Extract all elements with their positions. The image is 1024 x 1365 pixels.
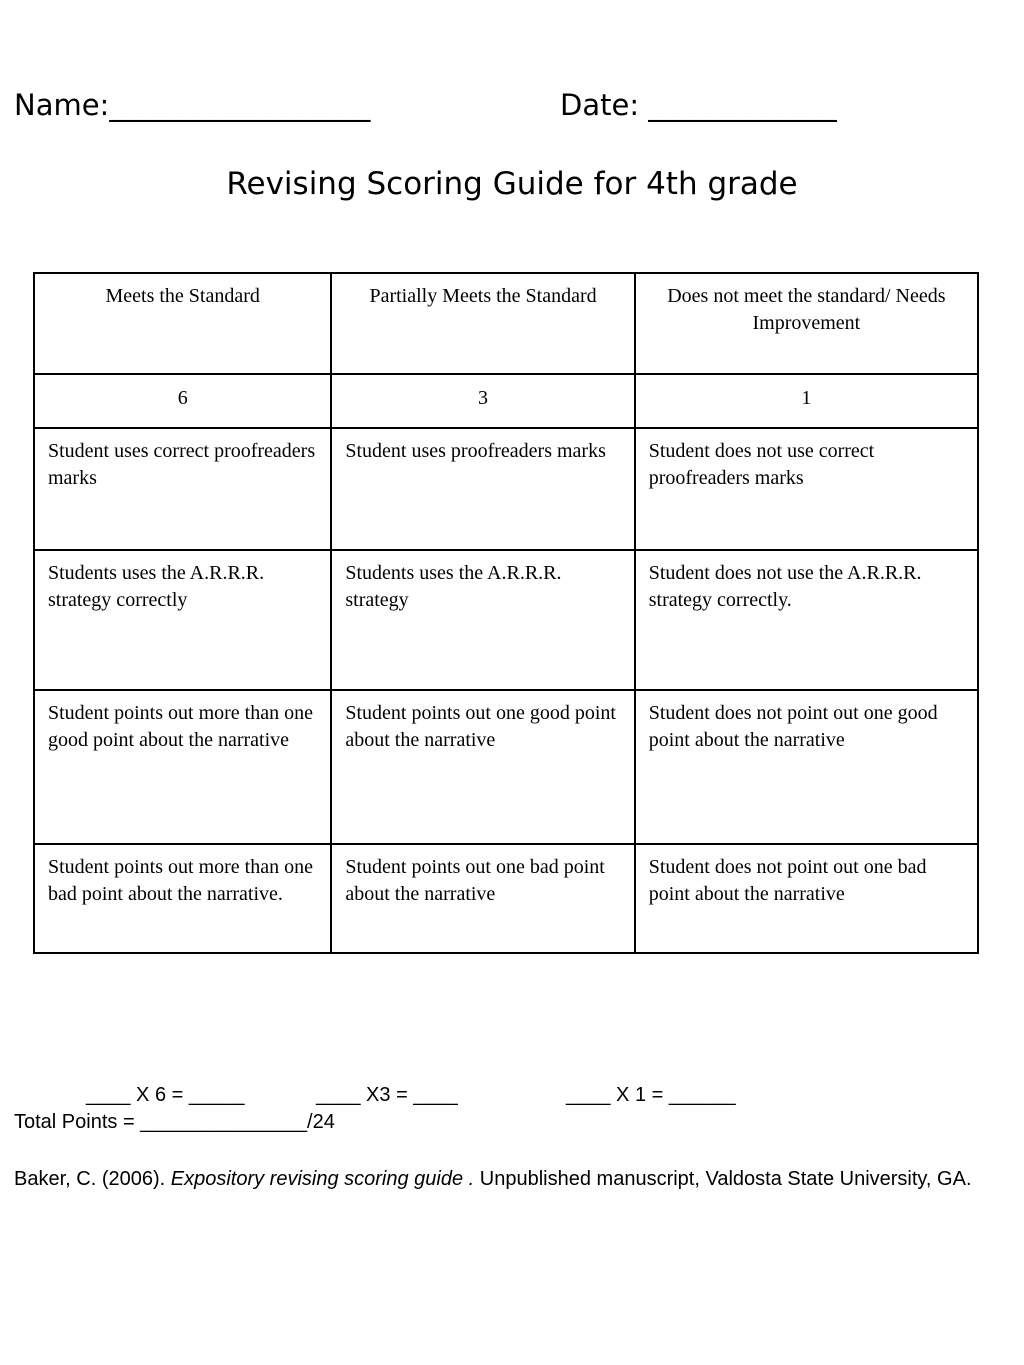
points-row — [34, 374, 978, 428]
citation-author: Baker, C. (2006). — [14, 1168, 171, 1190]
total-points[interactable]: Total Points = _______________/24 — [14, 1111, 335, 1133]
table-cell: Student does not use the A.R.R.R. strategy correctly. — [635, 550, 978, 690]
score-calc-6[interactable]: ____ X 6 = _____ — [86, 1084, 245, 1106]
table-cell: Student points out more than one bad point about the narrative. — [34, 844, 331, 953]
citation-details: Unpublished manuscript, Valdosta State University, GA. — [474, 1168, 972, 1190]
table-cell: Student does not use correct proofreaders marks — [635, 428, 978, 550]
table-cell: Student points out one bad point about the narrative — [331, 844, 634, 953]
table-row — [34, 550, 978, 690]
column-header: Partially Meets the Standard — [331, 273, 634, 374]
points-cell: 1 — [635, 374, 978, 428]
score-calc-3[interactable]: ____ X3 = ____ — [316, 1084, 458, 1106]
table-header-row — [34, 273, 978, 374]
table-cell: Student uses proofreaders marks — [331, 428, 634, 550]
table-row — [34, 690, 978, 844]
points-cell: 6 — [34, 374, 331, 428]
citation-title: Expository revising scoring guide . — [170, 1168, 475, 1190]
table-cell: Student points out one good point about the narrative — [331, 690, 634, 844]
page-title: Revising Scoring Guide for 4th grade — [226, 166, 798, 202]
table-cell: Student uses correct proofreaders marks — [34, 428, 331, 550]
citation — [14, 1165, 974, 1193]
table-cell: Student points out more than one good point about the narrative — [34, 690, 331, 844]
table-cell: Students uses the A.R.R.R. strategy correctly — [34, 550, 331, 690]
table-row — [34, 428, 978, 550]
name-field[interactable]: Name:__________________ — [14, 88, 371, 122]
column-header: Does not meet the standard/ Needs Improvement — [635, 273, 978, 374]
rubric-table — [33, 272, 979, 954]
table-cell: Student does not point out one bad point about the narrative — [635, 844, 978, 953]
table-cell: Student does not point out one good point about the narrative — [635, 690, 978, 844]
points-cell: 3 — [331, 374, 634, 428]
column-header: Meets the Standard — [34, 273, 331, 374]
date-field[interactable]: Date: _____________ — [560, 88, 837, 122]
table-row — [34, 844, 978, 953]
score-calc-1[interactable]: ____ X 1 = ______ — [566, 1084, 736, 1106]
table-cell: Students uses the A.R.R.R. strategy — [331, 550, 634, 690]
